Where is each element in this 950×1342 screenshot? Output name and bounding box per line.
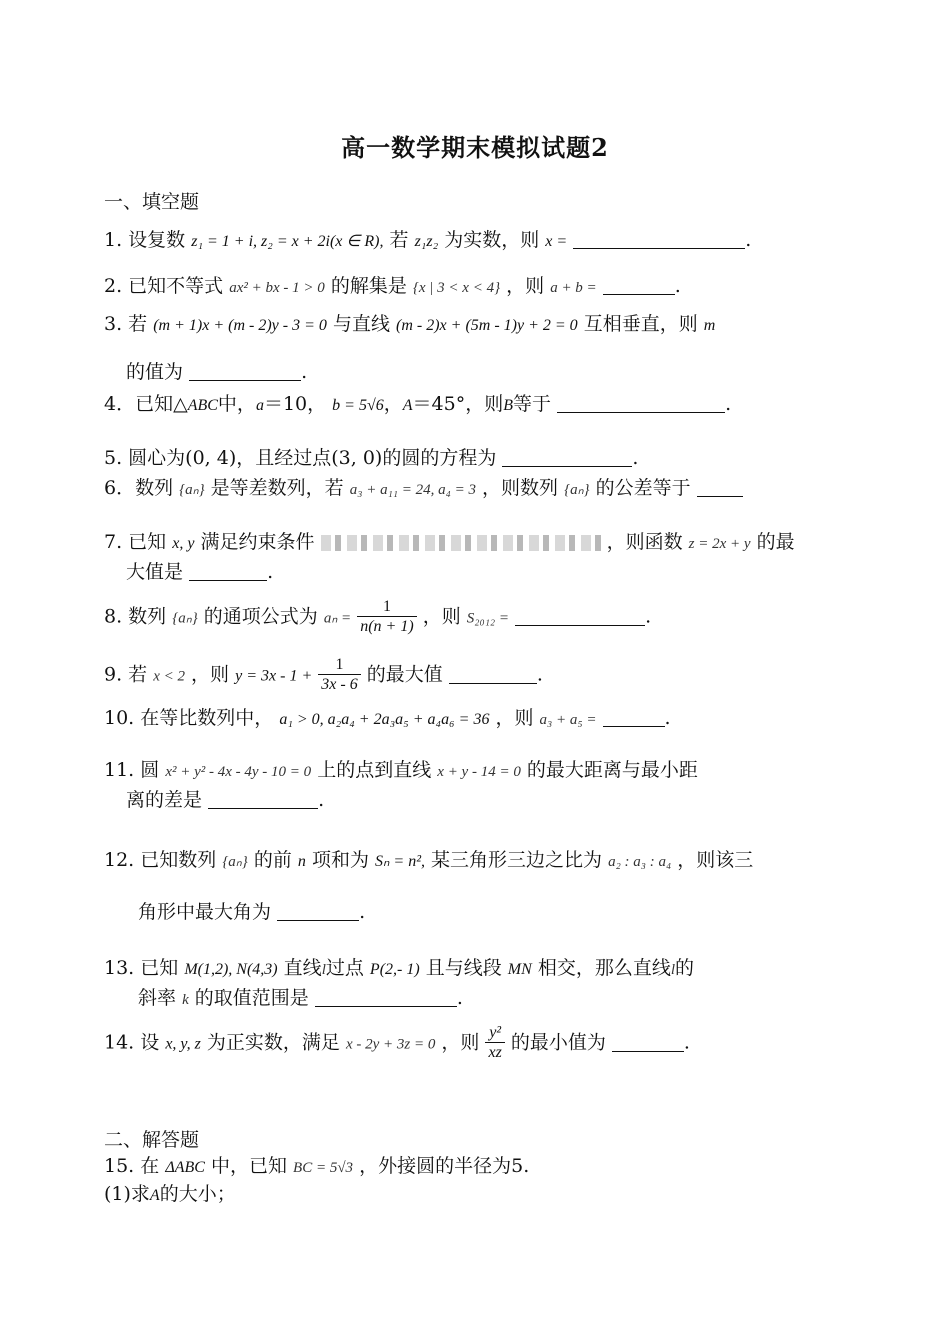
question-13-cont: 斜率 k 的取值范围是 . [138, 987, 463, 1009]
section-fill-blank: 一、填空题 [104, 191, 200, 213]
fraction: $\frac{\text{y²}}{xz}$ [485, 1024, 504, 1063]
answer-blank [189, 562, 267, 581]
question-10: 10. 在等比数列中， a₁ > 0, a₂a₄ + 2a₃a₅ + a₄a₆ = 36 ，则 a₃ + a₅ = . [104, 707, 671, 729]
question-1: 1. 设复数 z₁ = 1 + i, z₂ = x + 2i(x ∈ R), 若 z₁z₂ 为实数，则 x = . [104, 229, 752, 251]
question-9: 9. 若 x < 2 ，则 y = 3x - 1 + $\frac{1}{3x - 6}$ 的最大值 . [104, 656, 543, 693]
question-2: 2. 已知不等式 ax² + bx - 1 > 0 的解集是 {x | 3 < x < 4} ，则 a + b = . [104, 275, 681, 297]
question-3-cont: 的值为 . [126, 361, 308, 383]
question-4: 4．已知△ABC中，a＝10， b = 5√6，A＝45°，则B等于 . [104, 393, 732, 415]
answer-blank [189, 362, 301, 381]
answer-blank [502, 448, 632, 467]
answer-blank [603, 276, 675, 295]
answer-blank [573, 230, 745, 249]
question-12-cont: 角形中最大角为 . [138, 901, 366, 923]
question-3: 3. 若 (m + 1)x + (m - 2)y - 3 = 0 与直线 (m - 2)x + (5m - 1)y + 2 = 0 互相垂直，则 m [104, 313, 716, 335]
answer-blank [208, 790, 318, 809]
question-13: 13. 已知 M(1,2), N(4,3) 直线l过点 P(2,- 1) 且与线段 MN 相交，那么直线l的 [104, 957, 695, 979]
question-15: 15. 在 ΔABC 中，已知 BC = 5√3 ，外接圆的半径为5. [104, 1155, 530, 1177]
answer-blank [603, 708, 665, 727]
answer-blank [697, 478, 743, 497]
question-5: 5. 圆心为(0, 4)，且经过点(3, 0)的圆的方程为 . [104, 447, 639, 469]
answer-blank [515, 607, 645, 626]
answer-blank [315, 988, 457, 1007]
blurred-constraints-image [321, 535, 601, 551]
answer-blank [557, 394, 725, 413]
question-11-cont: 离的差是 . [126, 789, 325, 811]
question-14: 14. 设 x, y, z 为正实数，满足 x - 2y + 3z = 0 ，则 $\frac{\text{y²}}{xz}$ 的最小值为 . [104, 1024, 690, 1061]
answer-blank [449, 665, 537, 684]
fraction: $\frac{1}{3x - 6}$ [318, 656, 360, 695]
answer-blank [612, 1033, 684, 1052]
page-title: 高一数学期末模拟试题2 [341, 133, 609, 162]
answer-blank [277, 902, 359, 921]
question-7: 7. 已知 x, y 满足约束条件 ，则函数 z = 2x + y 的最 [104, 531, 795, 553]
question-15-part1: (1)求A的大小； [104, 1183, 236, 1205]
question-11: 11. 圆 x² + y² - 4x - 4y - 10 = 0 上的点到直线 x + y - 14 = 0 的最大距离与最小距 [104, 759, 698, 781]
question-6: 6．数列 {aₙ} 是等差数列，若 a₃ + a₁₁ = 24, a₄ = 3 ，则数列 {aₙ} 的公差等于 [104, 474, 743, 504]
question-7-cont: 大值是 . [126, 561, 274, 583]
section-answer: 二、解答题 [104, 1129, 200, 1151]
fraction: $\frac{1}{n(n + 1)}$ [357, 598, 416, 637]
question-12: 12. 已知数列 {aₙ} 的前 n 项和为 Sₙ = n², 某三角形三边之比为 a₂ : a₃ : a₄ ，则该三 [104, 849, 754, 871]
question-8: 8. 数列 {aₙ} 的通项公式为 aₙ = $\frac{1}{n(n + 1)}$ ，则 S₂₀₁₂ = . [104, 598, 652, 635]
